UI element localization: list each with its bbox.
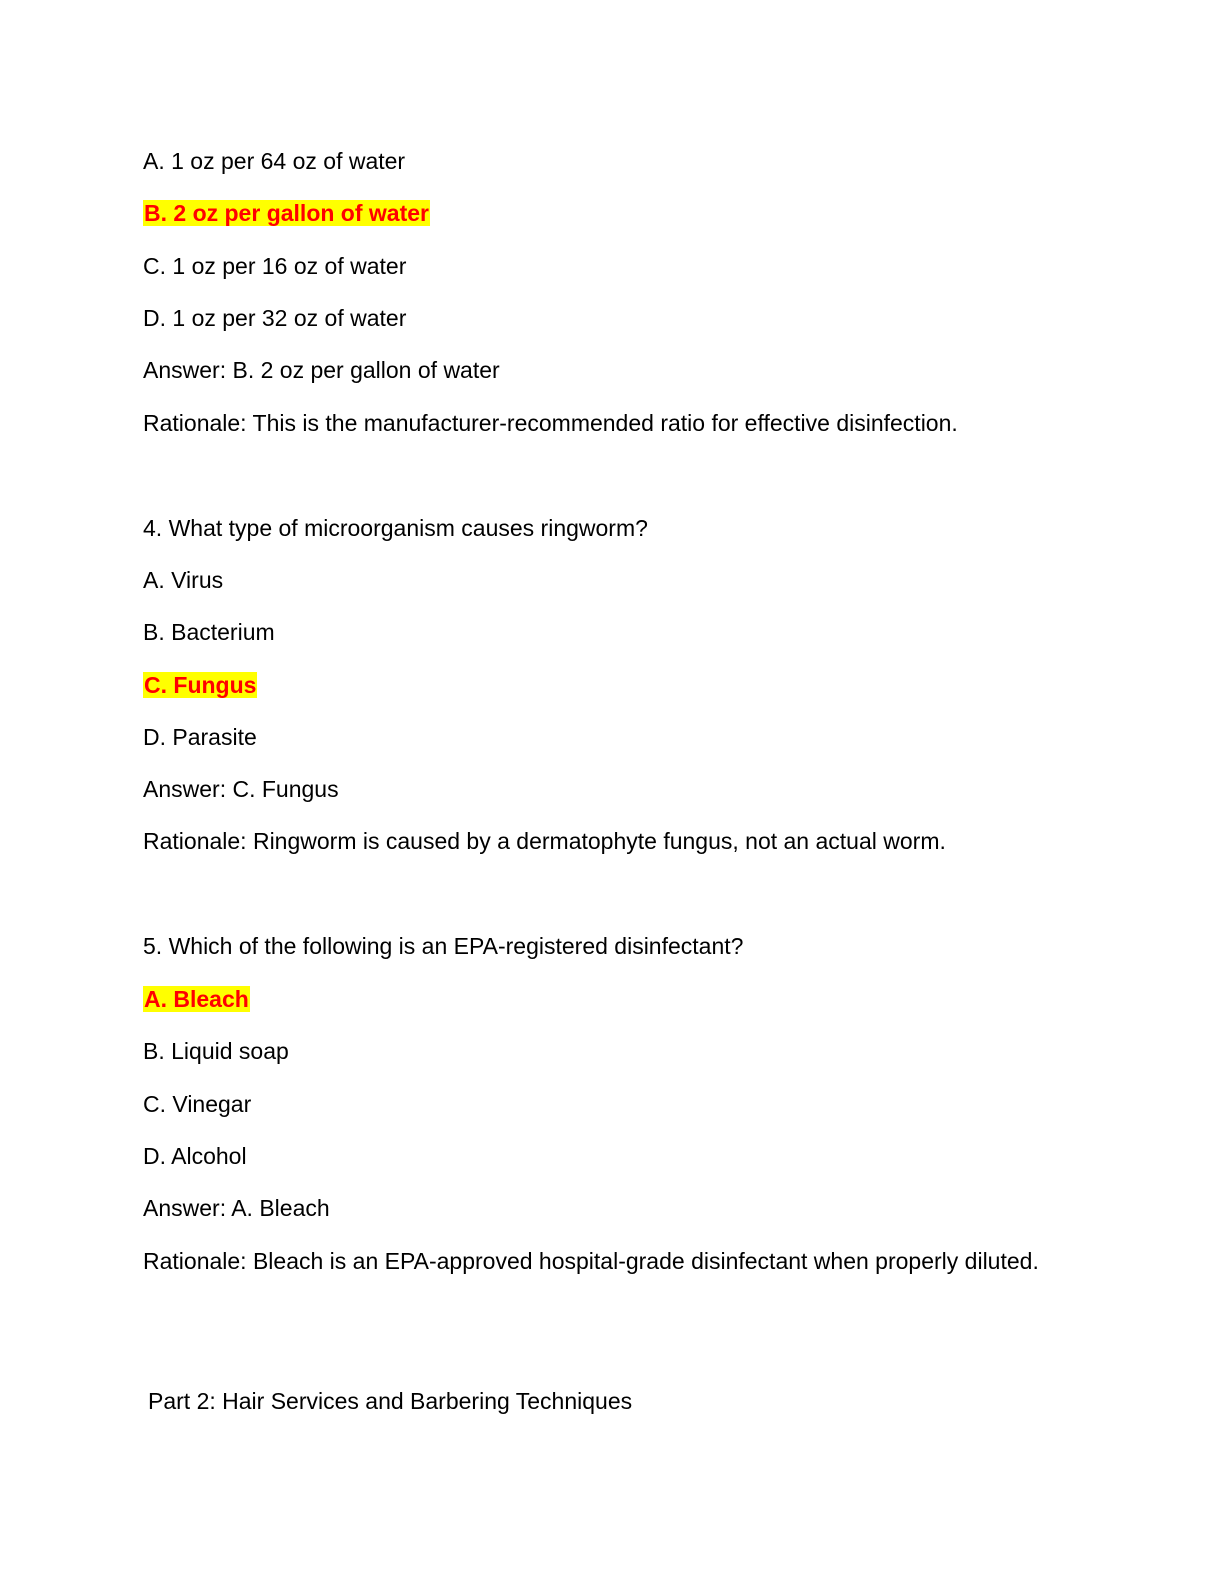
q3-option-c: C. 1 oz per 16 oz of water <box>143 253 407 279</box>
q4-option-d: D. Parasite <box>143 724 257 750</box>
correct-answer-highlight: C. Fungus <box>144 672 257 698</box>
q4-option-c-correct <box>143 670 257 700</box>
correct-answer-highlight: A. Bleach <box>144 986 249 1012</box>
q5-question: 5. Which of the following is an EPA-registered disinfectant? <box>143 933 744 959</box>
q4-option-a: A. Virus <box>143 567 224 593</box>
q5-rationale: Rationale: Bleach is an EPA-approved hospital-grade disinfectant when properly diluted. <box>143 1248 1039 1274</box>
q3-option-b-correct <box>143 198 430 228</box>
q3-option-d: D. 1 oz per 32 oz of water <box>143 305 407 331</box>
q3-option-a: A. 1 oz per 64 oz of water <box>143 148 406 174</box>
q5-option-b: B. Liquid soap <box>143 1038 289 1064</box>
q4-option-b: B. Bacterium <box>143 619 275 645</box>
q5-option-d: D. Alcohol <box>143 1143 247 1169</box>
q5-option-c: C. Vinegar <box>143 1091 252 1117</box>
q4-answer: Answer: C. Fungus <box>143 776 339 802</box>
q4-question: 4. What type of microorganism causes ringworm? <box>143 515 648 541</box>
section-heading: Part 2: Hair Services and Barbering Techniques <box>148 1388 633 1414</box>
q3-answer: Answer: B. 2 oz per gallon of water <box>143 357 500 383</box>
q5-option-a-correct <box>143 984 250 1014</box>
correct-answer-highlight: B. 2 oz per gallon of water <box>144 200 429 226</box>
q3-rationale: Rationale: This is the manufacturer-recommended ratio for effective disinfection. <box>143 410 958 436</box>
q4-rationale: Rationale: Ringworm is caused by a dermatophyte fungus, not an actual worm. <box>143 828 946 854</box>
q5-answer: Answer: A. Bleach <box>143 1195 330 1221</box>
